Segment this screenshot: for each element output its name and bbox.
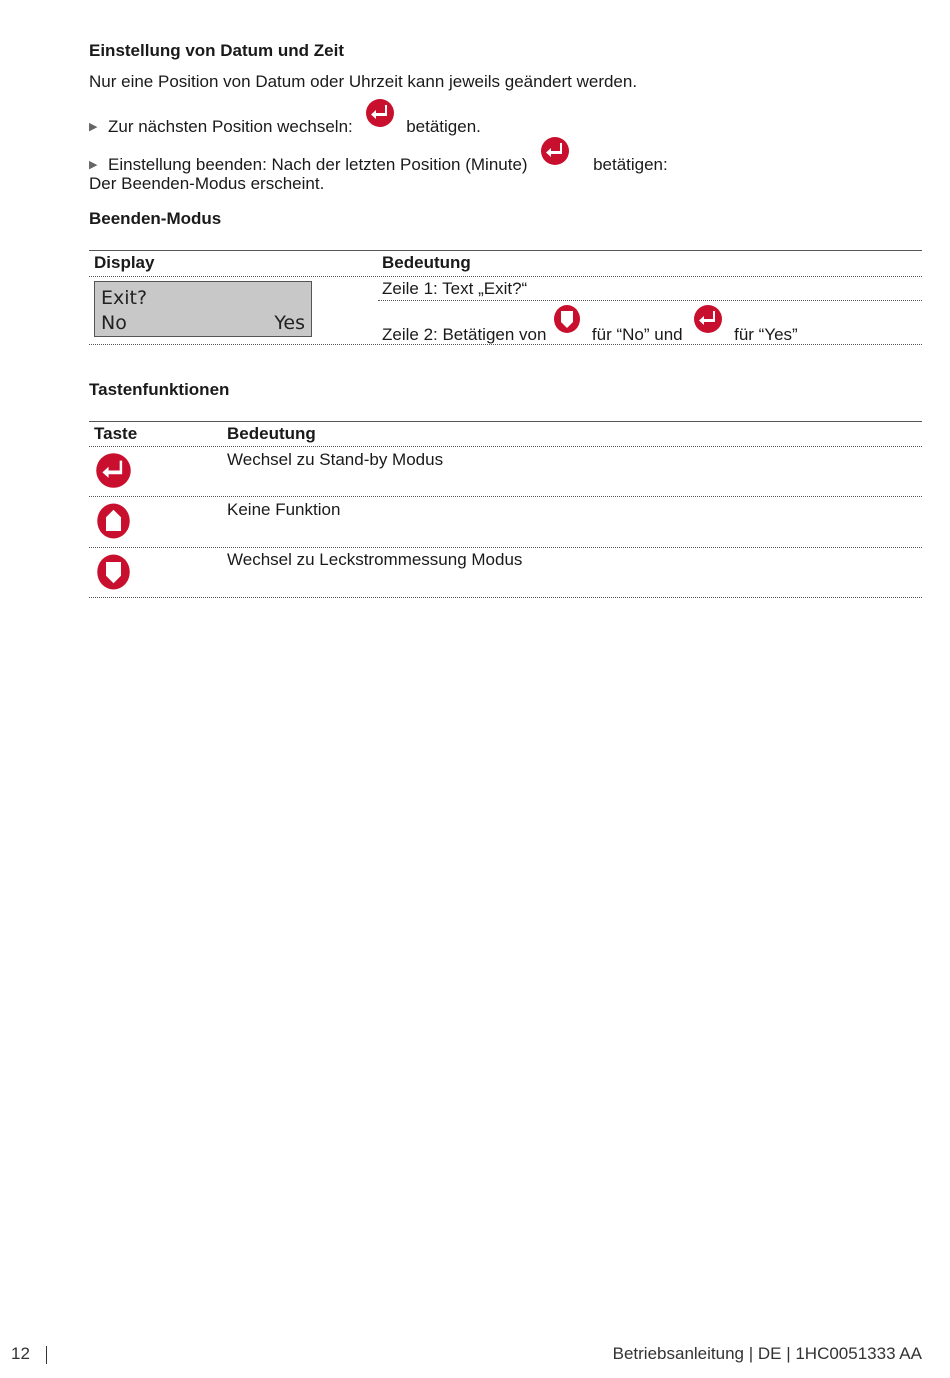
table-top-rule: [89, 250, 922, 251]
key-row-3-meaning: Wechsel zu Leckstrommessung Modus: [227, 550, 523, 569]
down-key-icon: [96, 553, 131, 596]
intro-text: Nur eine Position von Datum oder Uhrzeit kann jeweils geändert werden.: [89, 72, 638, 91]
column-header-meaning: Bedeutung: [382, 253, 471, 272]
row-2-meaning: Zeile 2: Betätigen von für “No” und für “Yes”: [382, 304, 798, 352]
up-key-icon: [96, 502, 131, 545]
column-header-key-meaning: Bedeutung: [227, 424, 316, 443]
enter-key-icon: [540, 136, 570, 181]
lcd-display: [94, 281, 312, 337]
enter-key-icon: [95, 452, 132, 494]
table-divider: [89, 276, 922, 277]
page-number: 12: [11, 1344, 30, 1363]
table-bottom-rule: [89, 344, 922, 345]
footer-separator: [46, 1346, 47, 1364]
step-next-position: ▶ Zur nächsten Position wechseln: betätigen.: [89, 98, 481, 147]
bullet-icon: ▶: [89, 159, 98, 171]
lcd-no-label: No: [101, 312, 127, 334]
bullet-icon: ▶: [89, 121, 98, 133]
lcd-yes-label: Yes: [274, 312, 305, 334]
keys-row-divider: [89, 547, 922, 548]
keys-table-bottom-rule: [89, 597, 922, 598]
document-reference: Betriebsanleitung | DE | 1HC0051333 AA: [612, 1344, 922, 1363]
section-title-key-functions: Tastenfunktionen: [89, 380, 230, 399]
step-result-text: Der Beenden-Modus erscheint.: [89, 174, 325, 193]
enter-key-icon: [693, 304, 723, 346]
row-1-meaning: Zeile 1: Text „Exit?“: [382, 279, 528, 298]
column-header-display: Display: [94, 253, 155, 272]
row-divider: [378, 300, 922, 301]
keys-row-divider: [89, 496, 922, 497]
keys-table-top-rule: [89, 421, 922, 422]
column-header-key: Taste: [94, 424, 138, 443]
section-title-date-time: Einstellung von Datum und Zeit: [89, 41, 344, 60]
section-title-exit-mode: Beenden-Modus: [89, 209, 222, 228]
step-finish-setting: ▶ Einstellung beenden: Nach der letzten Position (Minute) betätigen:: [89, 136, 668, 185]
keys-table-divider: [89, 446, 922, 447]
lcd-line-1: Exit?: [101, 287, 148, 309]
down-key-icon: [553, 304, 581, 346]
key-row-2-meaning: Keine Funktion: [227, 500, 341, 519]
key-row-1-meaning: Wechsel zu Stand-by Modus: [227, 450, 444, 469]
